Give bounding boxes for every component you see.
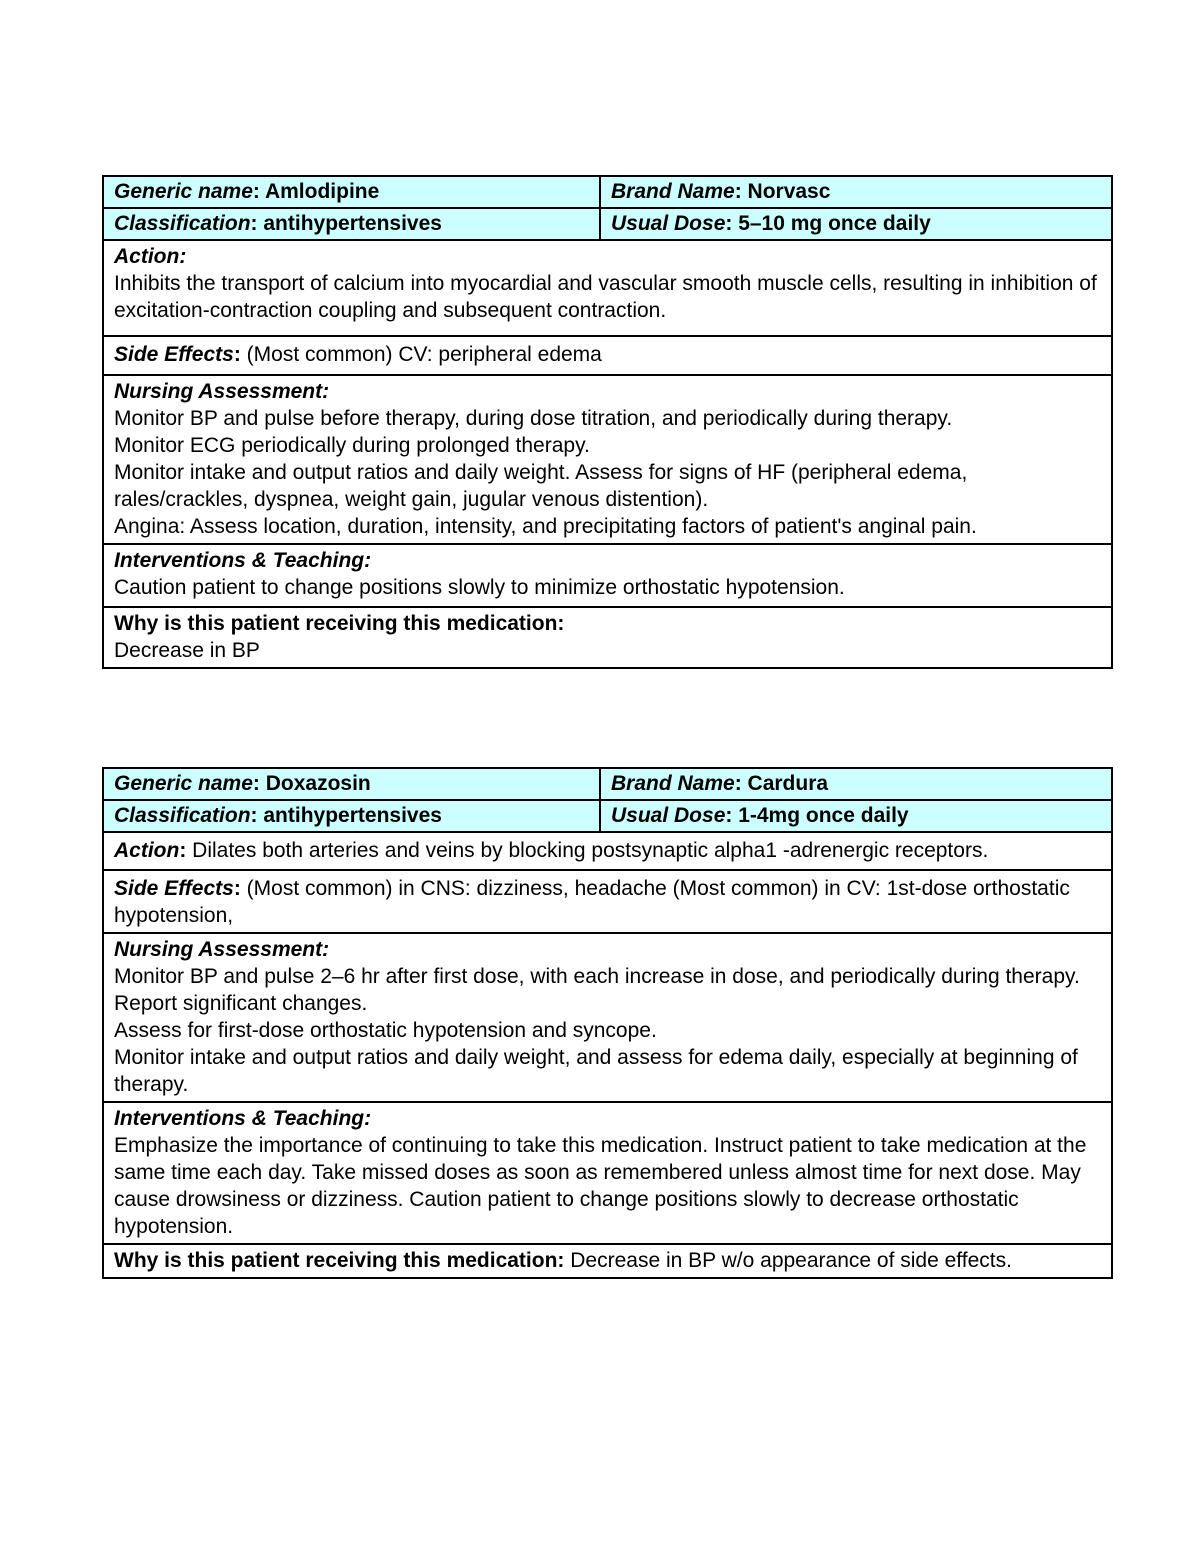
action-cell: Action: Dilates both arteries and veins by blocking postsynaptic alpha1 -adrenergic receptors. xyxy=(103,832,1112,870)
why-text: Decrease in BP w/o appearance of side effects. xyxy=(570,1249,1012,1272)
action-text: Dilates both arteries and veins by blocking postsynaptic alpha1 -adrenergic receptors. xyxy=(192,839,989,862)
interventions-cell xyxy=(103,544,1112,607)
classification-cell: Classification: antihypertensives xyxy=(103,800,600,832)
generic-name-label: Generic name xyxy=(114,180,253,203)
side-effects-text: (Most common) CV: peripheral edema xyxy=(246,343,602,366)
side-effects-label: Side Effects xyxy=(114,877,234,900)
classification-label: Classification xyxy=(114,212,251,235)
interventions-cell xyxy=(103,1102,1112,1244)
generic-name-value: Amlodipine xyxy=(264,180,380,203)
assessment-item: Assess for first-dose orthostatic hypotension and syncope. xyxy=(114,1019,657,1042)
generic-name-cell: Generic name: Doxazosin xyxy=(103,768,600,800)
why-cell xyxy=(103,607,1112,668)
assessment-item: Monitor intake and output ratios and daily weight, and assess for edema daily, especially at beginning of therapy. xyxy=(114,1046,1078,1096)
classification-value: antihypertensives xyxy=(263,212,442,235)
brand-name-value: Cardura xyxy=(747,772,829,795)
generic-name-cell: Generic name: Amlodipine xyxy=(103,176,600,208)
action-label: Action xyxy=(114,839,180,862)
action-text: Inhibits the transport of calcium into myocardial and vascular smooth muscle cells, resulting in inhibition of excitation-contraction coupling and subsequent contraction. xyxy=(114,272,1097,322)
side-effects-cell: Side Effects: (Most common) in CNS: dizziness, headache (Most common) in CV: 1st-dose orthostatic hypotension, xyxy=(103,870,1112,933)
interventions-label: Interventions & Teaching: xyxy=(114,1107,372,1130)
usual-dose-cell: Usual Dose: 1-4mg once daily xyxy=(600,800,1112,832)
brand-name-cell: Brand Name: Norvasc xyxy=(600,176,1112,208)
interventions-label: Interventions & Teaching: xyxy=(114,549,372,572)
brand-name-cell: Brand Name: Cardura xyxy=(600,768,1112,800)
usual-dose-value: 5–10 mg once daily xyxy=(738,212,931,235)
why-label: Why is this patient receiving this medication: xyxy=(114,1249,565,1272)
interventions-text: Emphasize the importance of continuing to take this medication. Instruct patient to take medication at the same time each day. Take missed doses as soon as remembered unless almost time for next dose. May cause drowsiness or dizziness. Caution patient to change positions slowly to decrease orthostatic hypotension. xyxy=(114,1134,1087,1238)
assessment-item: Monitor ECG periodically during prolonged therapy. xyxy=(114,434,590,457)
nursing-assessment-cell xyxy=(103,933,1112,1102)
brand-name-label: Brand Name xyxy=(611,772,735,795)
brand-name-value: Norvasc xyxy=(747,180,831,203)
generic-name-label: Generic name xyxy=(114,772,253,795)
drug-card-doxazosin xyxy=(102,767,1113,1279)
why-label: Why is this patient receiving this medication: xyxy=(114,612,565,635)
usual-dose-value: 1-4mg once daily xyxy=(738,804,909,827)
nursing-assessment-label: Nursing Assessment: xyxy=(114,938,330,961)
generic-name-value: Doxazosin xyxy=(265,772,371,795)
side-effects-label: Side Effects xyxy=(114,343,234,366)
usual-dose-label: Usual Dose xyxy=(611,804,726,827)
side-effects-text: (Most common) in CNS: dizziness, headache (Most common) in CV: 1st-dose orthostatic hypotension, xyxy=(114,877,1070,927)
assessment-item: Angina: Assess location, duration, intensity, and precipitating factors of patient's anginal pain. xyxy=(114,515,977,538)
nursing-assessment-label: Nursing Assessment: xyxy=(114,380,330,403)
action-label: Action: xyxy=(114,245,187,268)
classification-cell: Classification: antihypertensives xyxy=(103,208,600,240)
action-cell xyxy=(103,240,1112,336)
side-effects-cell: Side Effects: (Most common) CV: peripheral edema xyxy=(103,336,1112,375)
brand-name-label: Brand Name xyxy=(611,180,735,203)
classification-value: antihypertensives xyxy=(263,804,442,827)
why-text: Decrease in BP xyxy=(114,639,260,662)
assessment-item: Monitor BP and pulse 2–6 hr after first dose, with each increase in dose, and periodically during therapy. Report significant changes. xyxy=(114,965,1080,1015)
assessment-item: Monitor intake and output ratios and daily weight. Assess for signs of HF (peripheral edema, rales/crackles, dyspnea, weight gain, jugular venous distention). xyxy=(114,461,968,511)
why-cell xyxy=(103,1244,1112,1278)
usual-dose-label: Usual Dose xyxy=(611,212,726,235)
usual-dose-cell: Usual Dose: 5–10 mg once daily xyxy=(600,208,1112,240)
assessment-item: Monitor BP and pulse before therapy, during dose titration, and periodically during therapy. xyxy=(114,407,953,430)
nursing-assessment-cell xyxy=(103,375,1112,544)
drug-card-amlodipine xyxy=(102,175,1113,669)
interventions-text: Caution patient to change positions slowly to minimize orthostatic hypotension. xyxy=(114,576,845,599)
classification-label: Classification xyxy=(114,804,251,827)
